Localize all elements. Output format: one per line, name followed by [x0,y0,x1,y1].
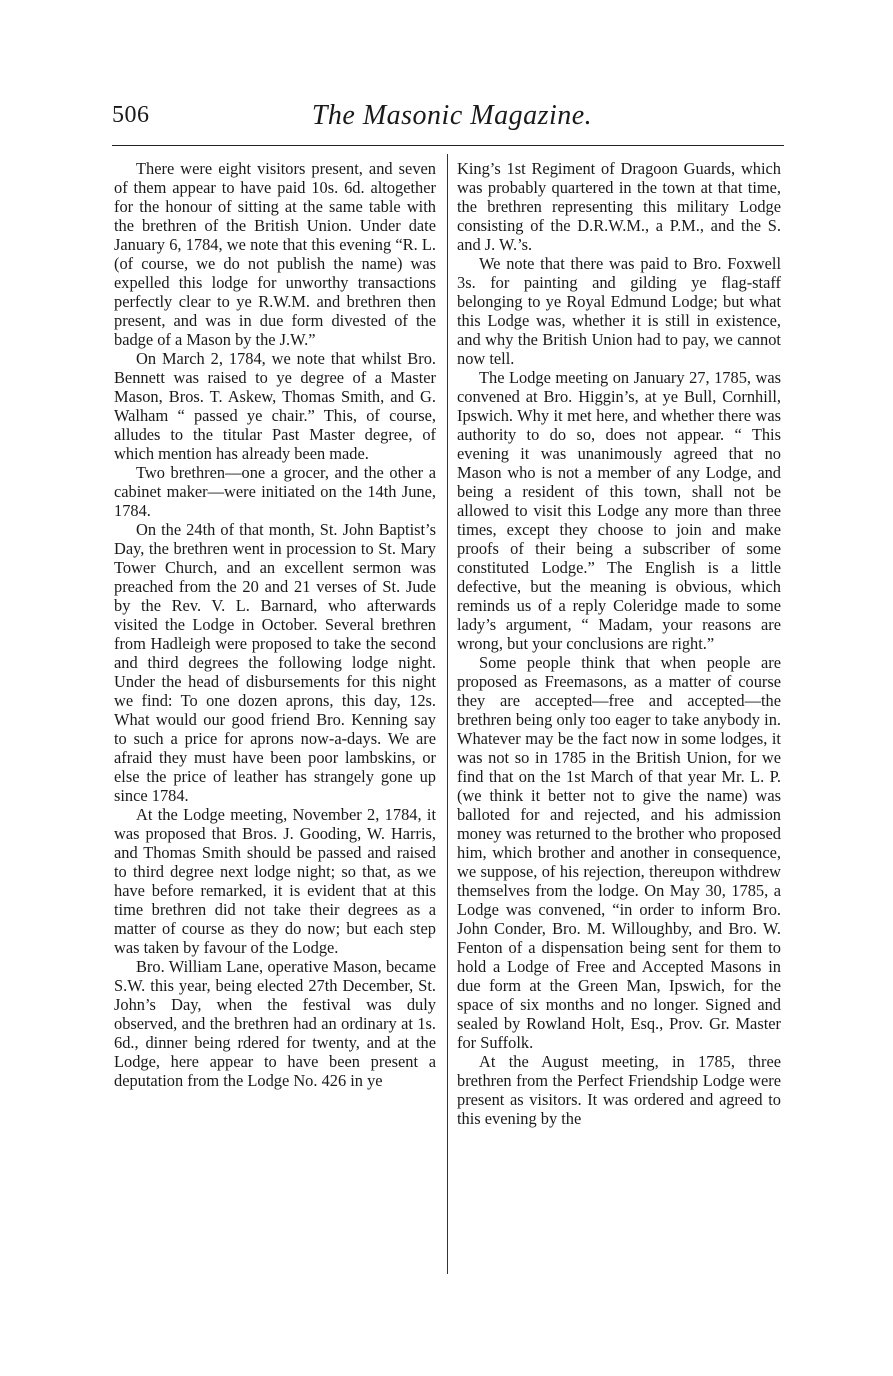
paragraph: Some people think that when people are proposed as Freemasons, as a matter of course they are accepted—free and accepted—the brethren being only too eager to take anybody in. Whatever may be the fact now in some lodges, it was not so in 1785 in the British Union, for we find that on the 1st March of that year Mr. L. P. (we think it better not to give the name) was balloted for and rejected, and his admission money was returned to the brother who proposed him, which brother and another in consequence, we suppose, of his rejection, thereupon withdrew themselves from the lodge. On May 30, 1785, a Lodge was convened, “in order to inform Bro. John Conder, Bro. M. Willoughby, and Bro. W. Fenton of a dispensation being sent for them to hold a Lodge of Free and Accepted Masons in due form at the Green Man, Ipswich, for the space of six months and no longer. Signed and sealed by Rowland Holt, Esq., Prov. Gr. Master for Suffolk. [457,653,781,1052]
paragraph: Bro. William Lane, operative Mason, became S.W. this year, being elected 27th December, St. John’s Day, when the festival was duly observed, and the brethren had an ordinary at 1s. 6d., dinner being rdered for twenty, and at the Lodge, here appear to have been present a deputation from the Lodge No. 426 in ye [114,957,436,1090]
paragraph: On March 2, 1784, we note that whilst Bro. Bennett was raised to ye degree of a Master Mason, Bros. T. Askew, Thomas Smith, and G. Walham “ passed ye chair.” This, of course, alludes to the titular Past Master degree, of which mention has already been made. [114,349,436,463]
paragraph: At the Lodge meeting, November 2, 1784, it was proposed that Bros. J. Gooding, W. Harris, and Thomas Smith should be passed and raised to third degree next lodge night; so that, as we have before remarked, it is evident that at this time brethren did not take their degrees as a matter of course as they do now; but each step was taken by favour of the Lodge. [114,805,436,957]
page-header [112,100,792,140]
paragraph: There were eight visitors present, and seven of them appear to have paid 10s. 6d. altogether for the honour of sitting at the same table with the brethren of the British Union. Under date January 6, 1784, we note that this evening “R. L. (of course, we do not publish the name) was expelled this lodge for unworthy transactions perfectly clear to ye R.W.M. and brethren then present, and was in due form divested of the badge of a Mason by the J.W.” [114,159,436,349]
header-rule [112,145,784,146]
running-title: The Masonic Magazine. [311,100,593,131]
paragraph: We note that there was paid to Bro. Foxwell 3s. for painting and gilding ye flag-staff belonging to ye Royal Edmund Lodge; but what this Lodge was, whether it is still in existence, and why the British Union had to pay, we cannot now tell. [457,254,781,368]
right-column [457,159,781,1128]
left-column [114,159,436,1090]
paragraph-continued: King’s 1st Regiment of Dragoon Guards, which was probably quartered in the town at that time, the brethren representing this military Lodge consisting of the D.R.W.M., a P.M., and the S. and J. W.’s. [457,159,781,254]
paragraph: On the 24th of that month, St. John Baptist’s Day, the brethren went in procession to St. Mary Tower Church, and an excellent sermon was preached from the 20 and 21 verses of St. Jude by the Rev. V. L. Barnard, who afterwards visited the Lodge in October. Several brethren from Hadleigh were proposed to take the second and third degrees the following lodge night. Under the head of disbursements for this night we find: To one dozen aprons, this day, 12s. What would our good friend Bro. Kenning say to such a price for aprons now-a-days. We are afraid they must have been poor lambskins, or else the price of leather has strangely gone up since 1784. [114,520,436,805]
page-number: 506 [112,102,150,128]
paragraph: At the August meeting, in 1785, three brethren from the Perfect Friendship Lodge were present as visitors. It was ordered and agreed to this evening by the [457,1052,781,1128]
paragraph: Two brethren—one a grocer, and the other a cabinet maker—were initiated on the 14th June, 1784. [114,463,436,520]
column-divider [447,154,448,1274]
paragraph: The Lodge meeting on January 27, 1785, was convened at Bro. Higgin’s, at ye Bull, Cornhill, Ipswich. Why it met here, and whether there was authority to do so, does not appear. “ This evening it was unanimously agreed that no Mason who is not a member of any Lodge, and being a resident of this town, shall not be allowed to visit this Lodge any more than three times, except they choose to join and make proofs of their being a subscriber of some constituted Lodge.” The English is a little defective, but the meaning is obvious, which reminds us of a reply Coleridge made to some lady’s argument, “ Madam, your reasons are wrong, but your conclusions are right.” [457,368,781,653]
